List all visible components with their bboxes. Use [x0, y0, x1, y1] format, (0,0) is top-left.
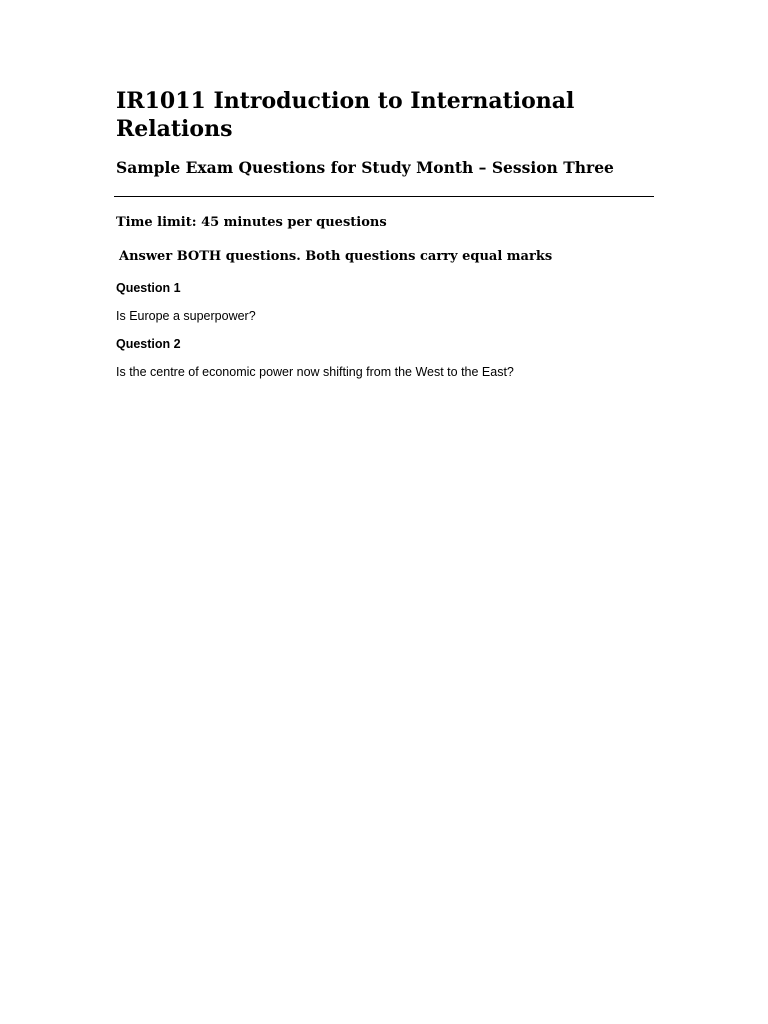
question-block-2: [116, 336, 656, 380]
question-heading: Question 1: [116, 281, 181, 295]
question-text: Is the centre of economic power now shifting from the West to the East?: [116, 365, 514, 379]
time-limit-text: Time limit: 45 minutes per questions: [116, 215, 387, 230]
question-heading: Question 2: [116, 337, 181, 351]
document-title: IR1011 Introduction to International Relations: [116, 88, 575, 142]
instructions-text: Answer BOTH questions. Both questions carry equal marks: [119, 249, 553, 264]
question-block-1: [116, 280, 656, 324]
horizontal-divider: [114, 196, 654, 197]
document-subtitle: Sample Exam Questions for Study Month – Session Three: [116, 158, 614, 177]
question-text: Is Europe a superpower?: [116, 309, 256, 323]
document-content: [116, 84, 656, 380]
